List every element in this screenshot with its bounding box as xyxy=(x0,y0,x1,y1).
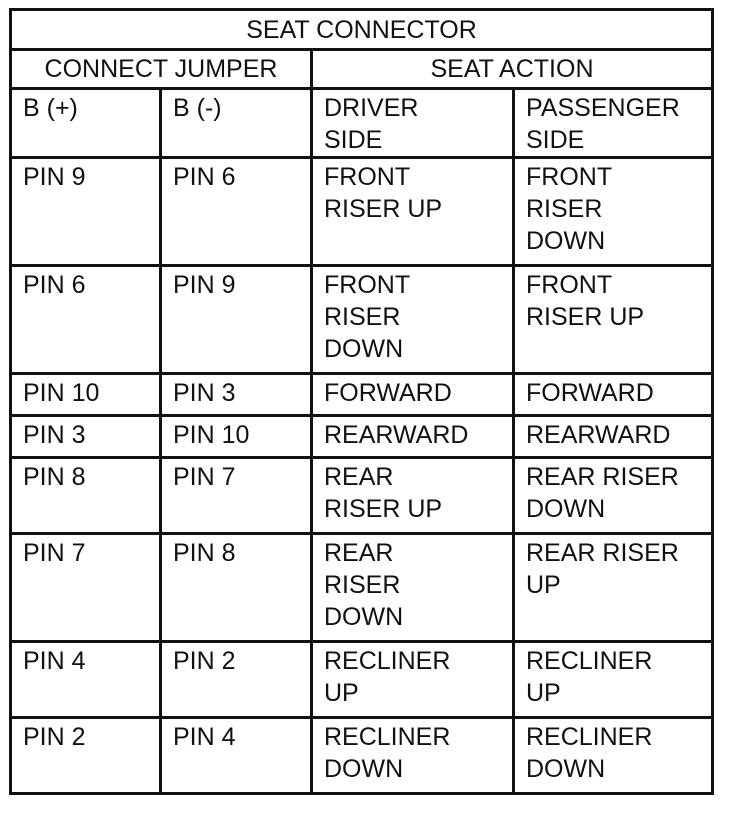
b-plus-cell: PIN 10 xyxy=(11,374,161,416)
b-plus-cell: PIN 2 xyxy=(11,718,161,794)
passenger-action-cell: FRONT RISER DOWN xyxy=(514,158,713,266)
passenger-action-cell: RECLINER DOWN xyxy=(514,718,713,794)
b-plus-cell: PIN 9 xyxy=(11,158,161,266)
b-plus-cell: PIN 8 xyxy=(11,458,161,534)
table-title: SEAT CONNECTOR xyxy=(11,10,713,50)
b-plus-cell: PIN 4 xyxy=(11,642,161,718)
b-minus-cell: PIN 4 xyxy=(161,718,312,794)
driver-action-cell: FRONT RISER UP xyxy=(312,158,514,266)
b-minus-cell: PIN 9 xyxy=(161,266,312,374)
title-row xyxy=(11,10,713,50)
driver-action-cell: RECLINER DOWN xyxy=(312,718,514,794)
column-header-row xyxy=(11,89,713,158)
driver-action-cell: FRONT RISER DOWN xyxy=(312,266,514,374)
b-minus-cell: PIN 7 xyxy=(161,458,312,534)
b-minus-cell: PIN 10 xyxy=(161,416,312,458)
passenger-side-header: PASSENGER SIDE xyxy=(514,89,713,158)
passenger-action-cell: FRONT RISER UP xyxy=(514,266,713,374)
driver-action-cell: FORWARD xyxy=(312,374,514,416)
b-plus-cell: PIN 6 xyxy=(11,266,161,374)
driver-side-header: DRIVER SIDE xyxy=(312,89,514,158)
passenger-action-cell: RECLINER UP xyxy=(514,642,713,718)
passenger-action-cell: REAR RISER UP xyxy=(514,534,713,642)
driver-action-cell: REAR RISER UP xyxy=(312,458,514,534)
table-row xyxy=(11,458,713,534)
passenger-action-cell: REAR RISER DOWN xyxy=(514,458,713,534)
b-plus-cell: PIN 7 xyxy=(11,534,161,642)
table-row xyxy=(11,158,713,266)
b-plus-header: B (+) xyxy=(11,89,161,158)
table-row xyxy=(11,534,713,642)
b-minus-cell: PIN 8 xyxy=(161,534,312,642)
b-minus-cell: PIN 2 xyxy=(161,642,312,718)
group-header-row xyxy=(11,50,713,89)
table-row xyxy=(11,416,713,458)
table-row xyxy=(11,642,713,718)
passenger-action-cell: REARWARD xyxy=(514,416,713,458)
seat-connector-table xyxy=(9,8,714,795)
table-row xyxy=(11,374,713,416)
b-minus-cell: PIN 6 xyxy=(161,158,312,266)
passenger-action-cell: FORWARD xyxy=(514,374,713,416)
b-minus-header: B (-) xyxy=(161,89,312,158)
seat-action-header: SEAT ACTION xyxy=(312,50,713,89)
driver-action-cell: RECLINER UP xyxy=(312,642,514,718)
table-row xyxy=(11,718,713,794)
driver-action-cell: REARWARD xyxy=(312,416,514,458)
table-row xyxy=(11,266,713,374)
connect-jumper-header: CONNECT JUMPER xyxy=(11,50,312,89)
driver-action-cell: REAR RISER DOWN xyxy=(312,534,514,642)
b-plus-cell: PIN 3 xyxy=(11,416,161,458)
b-minus-cell: PIN 3 xyxy=(161,374,312,416)
